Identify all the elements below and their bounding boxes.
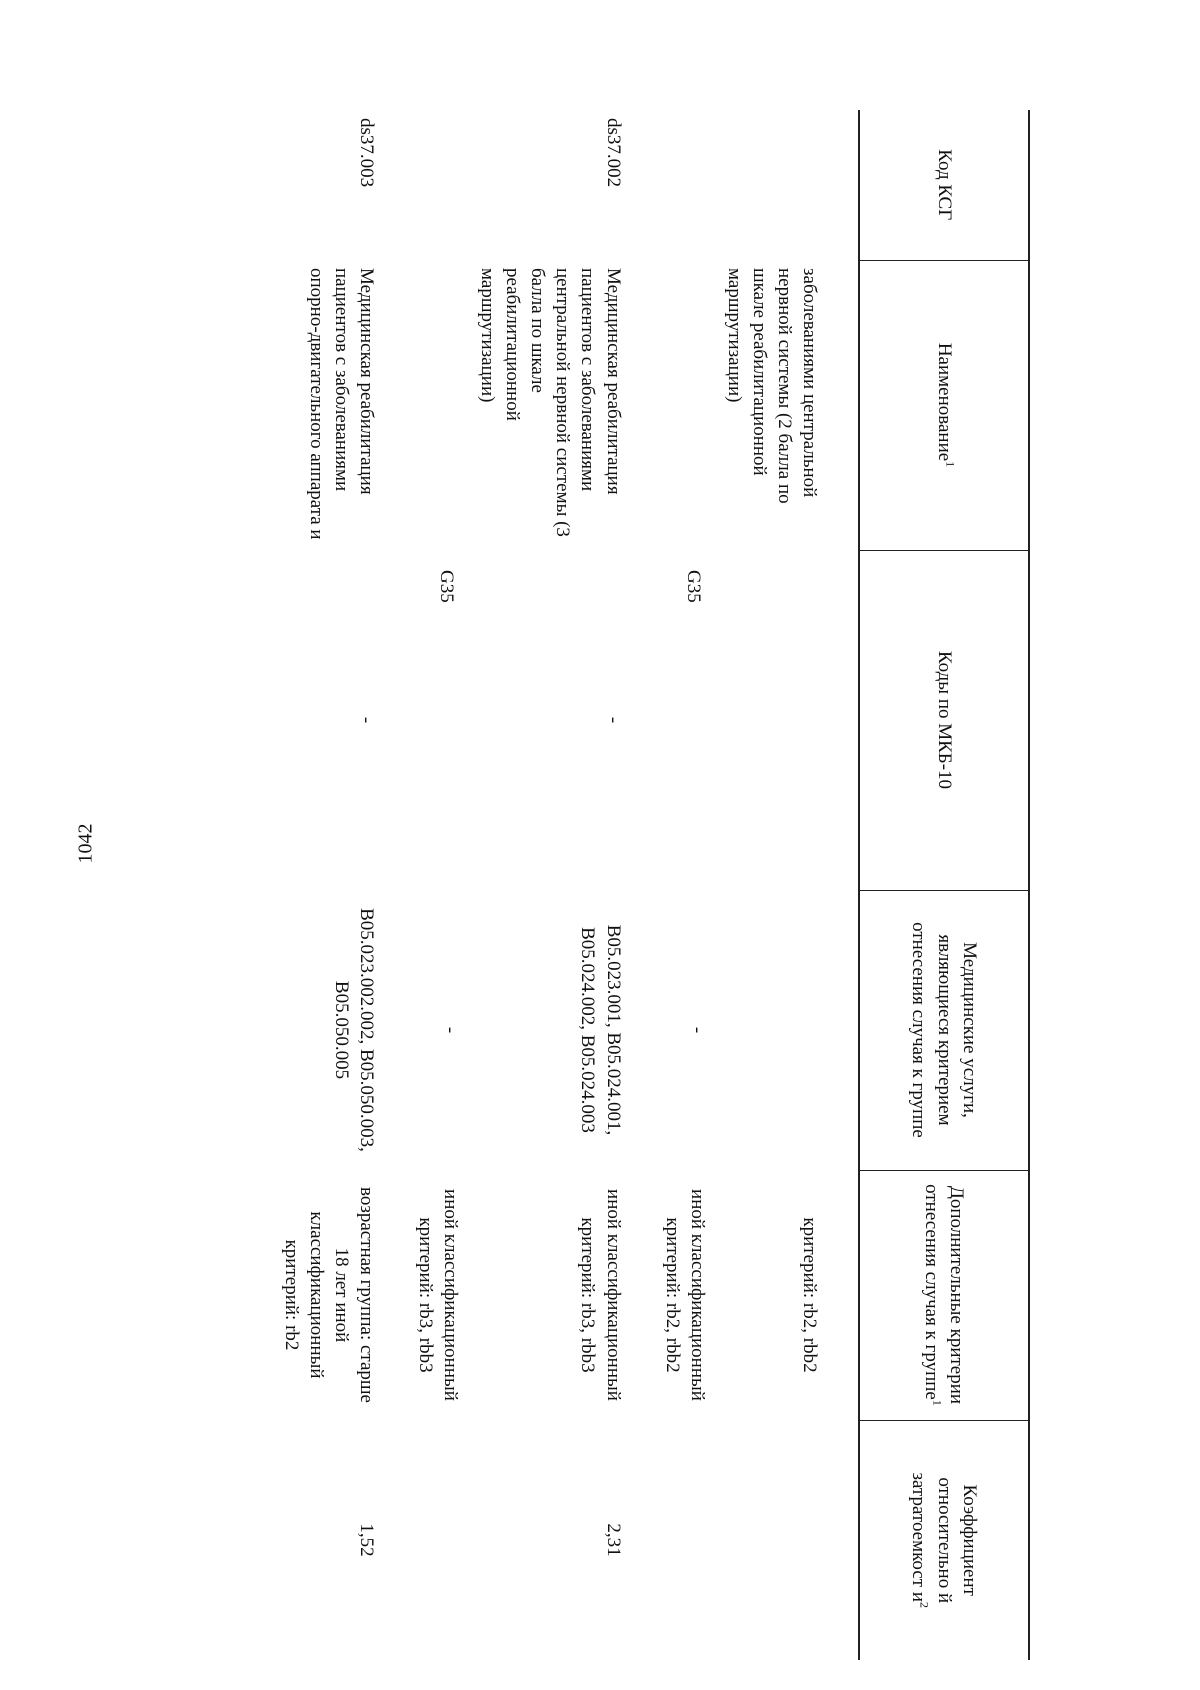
cell-code	[654, 110, 716, 260]
cell-name	[407, 260, 469, 550]
header-criteria: Дополнительные критерии отнесения случая к группе$^1$	[859, 1170, 1029, 1420]
cell-icd: G35	[682, 570, 704, 603]
rotated-table-sheet	[190, 110, 1030, 1660]
cell-name	[654, 260, 716, 550]
header-icd: Коды по МКБ-10	[859, 550, 1029, 890]
table-row	[654, 110, 716, 1660]
cell-coef: 2,31	[602, 1523, 624, 1557]
cell-services: -	[686, 1026, 708, 1034]
header-services: Медицинские услуги, являющиеся критерием отнесения случая к группе	[859, 890, 1029, 1170]
cell-coef	[716, 1420, 859, 1660]
page-number: 1042	[74, 823, 97, 864]
cell-services: B05.023.001, B05.024.001, B05.024.002, B05.024.003	[577, 924, 624, 1136]
cell-criteria: иной классификационный критерий: rb3, rbb3	[577, 1189, 624, 1401]
cell-code: ds37.003	[355, 118, 377, 188]
cell-icd	[716, 550, 859, 890]
cell-coef	[654, 1420, 716, 1660]
cell-icd: -	[355, 716, 377, 724]
cell-code	[716, 110, 859, 260]
ksg-table	[273, 110, 1030, 1660]
table-row	[469, 110, 653, 1660]
cell-name: заболеваниями центральной нервной системы (2 балла по шкале реабилитационной маршрутизации)	[723, 268, 820, 504]
table-row	[407, 110, 469, 1660]
cell-icd: G35	[436, 570, 458, 603]
table-row	[273, 110, 407, 1660]
cell-services: -	[440, 1026, 462, 1034]
header-name: Наименование$^1$	[859, 260, 1029, 550]
cell-criteria: критерий: rb2, rbb2	[799, 1217, 820, 1373]
cell-criteria: иной классификационный критерий: rb3, rbb3	[414, 1189, 462, 1401]
cell-coef: 1,52	[355, 1523, 377, 1557]
cell-coef	[407, 1420, 469, 1660]
cell-criteria: возрастная группа: старше 18 лет иной классификационный критерий: rb2	[280, 1187, 377, 1403]
cell-criteria: иной классификационный критерий: rb2, rbb2	[661, 1189, 708, 1401]
cell-services: B05.023.002.002, B05.050.003, B05.050.005	[330, 908, 377, 1152]
table-row	[716, 110, 859, 1660]
cell-icd: -	[602, 716, 624, 724]
cell-name: Медицинская реабилитация пациентов с заболеваниями центральной нервной системы (3 балла по шкале реабилитационной маршрутизации)	[477, 268, 624, 537]
cell-code: ds37.002	[602, 118, 624, 188]
header-code: Код КСГ	[859, 110, 1029, 260]
cell-code	[407, 110, 469, 260]
cell-name: Медицинская реабилитация пациентов с заболеваниями опорно-двигательного аппарата и	[305, 268, 377, 540]
cell-services	[716, 890, 859, 1170]
table-header-row	[859, 110, 1029, 1660]
header-coef: Коэффициент относительно й затратоемкост $и^2$	[859, 1420, 1029, 1660]
